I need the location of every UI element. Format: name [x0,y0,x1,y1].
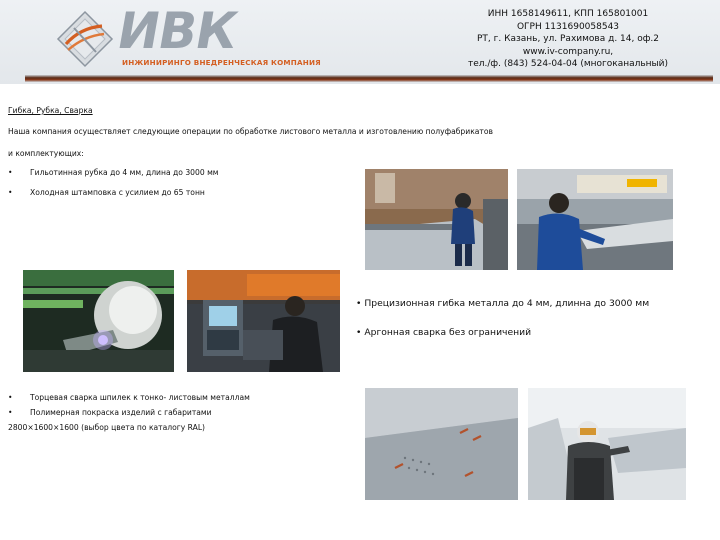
letterhead [0,0,720,84]
photo-guillotine-worker [365,169,508,270]
intro-text-line-2: и комплектующих: [8,149,84,158]
list-item-label: Полимерная покраска изделий с габаритами [30,408,212,417]
list-item-label: Торцевая сварка шпилек к тонко- листовым металлам [30,393,250,402]
company-contacts [452,8,684,71]
list-item-argon-welding: • Аргонная сварка без ограничений [356,327,532,338]
photo-stud-welded-sheet [365,388,518,500]
header-divider [25,75,713,82]
photo-press-operator [517,169,673,270]
logo-wordmark: ИВК [112,2,241,60]
photo-cnc-operator [187,270,340,372]
contact-ogrn: ОГРН 1131690058543 [516,21,620,32]
powder-coating-dimensions: 2800×1600×1600 (выбор цвета по каталогу RAL) [8,423,206,432]
bullet-icon: • [8,168,13,177]
contact-website[interactable]: www.iv-company.ru, [522,46,614,57]
photo-powder-coating [528,388,686,500]
photo-welding [23,270,174,372]
contact-inn: ИНН 1658149611, КПП 165801001 [487,9,649,19]
contact-phone: тел./ф. (843) 524-04-04 (многоканальный) [467,59,669,70]
list-item-label: Гильотинная рубка до 4 мм, длина до 3000 мм [30,168,219,177]
logo-tagline: ИНЖИНИРИНГО ВНЕДРЕНЧЕСКАЯ КОМПАНИЯ [122,58,321,67]
logo-emblem-icon [56,10,114,68]
bullet-icon: • [8,393,13,402]
list-item-label: Холодная штамповка с усилием до 65 тонн [30,188,205,197]
intro-text-line-1: Наша компания осуществляет следующие операции по обработке листового металла и изготовлению полуфабрикатов [8,127,493,136]
contact-address: РТ, г. Казань, ул. Рахимова д. 14, оф.2 [476,34,659,45]
list-item-bending: • Прецизионная гибка металла до 4 мм, длинна до 3000 мм [356,298,650,309]
bullet-icon: • [8,188,13,197]
bullet-icon: • [8,408,13,417]
section-heading: Гибка, Рубка, Сварка [8,106,93,115]
